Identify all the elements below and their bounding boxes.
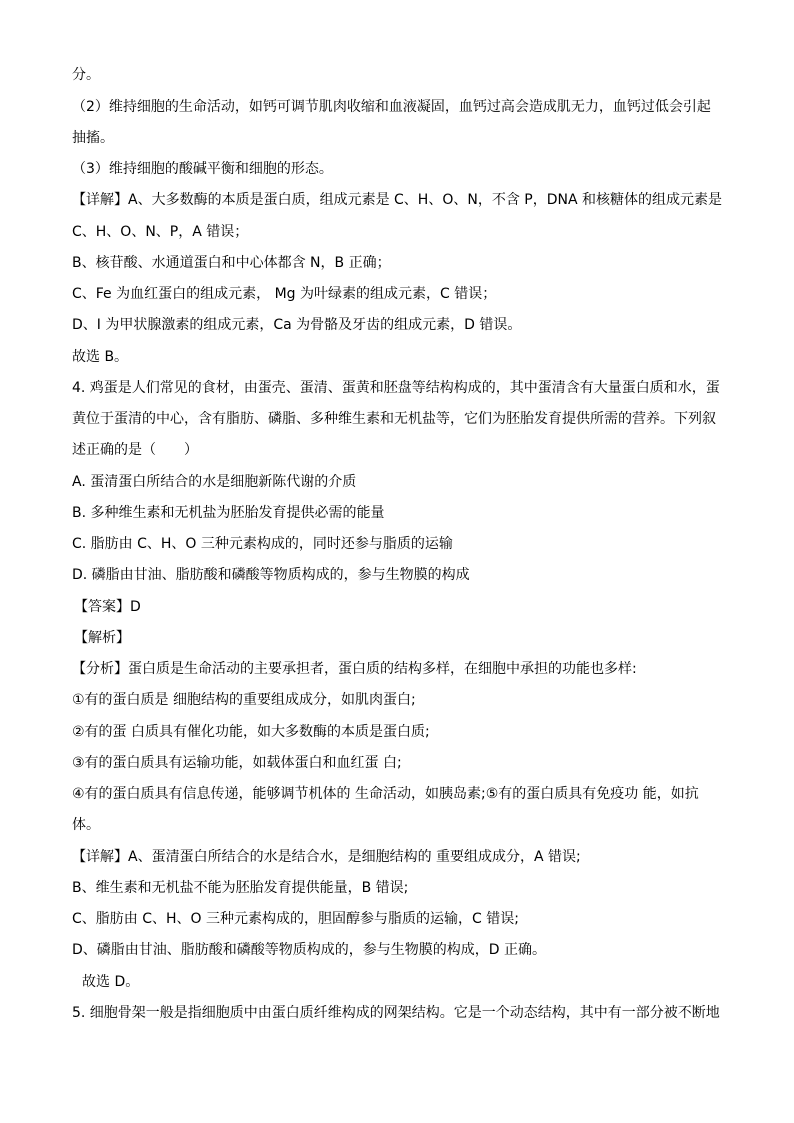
text-line: 【详解】A、蛋清蛋白所结合的水是结合水，是细胞结构的 重要组成成分，A 错误; [72,849,581,865]
text-line: （2）维持细胞的生命活动，如钙可调节肌肉收缩和血液凝固，血钙过高会造成肌无力，血钙过低会引起 [72,99,711,115]
text-line: ①有的蛋白质是 细胞结构的重要组成成分，如肌肉蛋白; [72,692,416,708]
option-c: C. 脂肪由 C、H、O 三种元素构成的，同时还参与脂质的运输 [72,536,453,552]
text-line: C、H、O、N、P，A 错误； [72,224,249,240]
text-line: B、核苷酸、水通道蛋白和中心体都含 N，B 正确； [72,255,391,271]
text-line: ③有的蛋白质具有运输功能，如载体蛋白和血红蛋 白; [72,755,402,771]
text-line: 体。 [72,817,100,833]
text-line: （3）维持细胞的酸碱平衡和细胞的形态。 [72,161,333,177]
question-stem: 5. 细胞骨架一般是指细胞质中由蛋白质纤维构成的网架结构。它是一个动态结构，其中有一部分被不断地 [72,1005,720,1021]
option-b: B. 多种维生素和无机盐为胚胎发育提供必需的能量 [72,505,385,521]
text-line: C、Fe 为血红蛋白的组成元素， Mg 为叶绿素的组成元素，C 错误； [72,286,497,302]
text-line: ②有的蛋 白质具有催化功能，如大多数酶的本质是蛋白质; [72,724,430,740]
text-line: 【分析】蛋白质是生命活动的主要承担者，蛋白质的结构多样，在细胞中承担的功能也多样: [72,661,637,677]
option-d: D. 磷脂由甘油、脂肪酸和磷酸等物质构成的，参与生物膜的构成 [72,567,470,583]
question-stem: 黄位于蛋清的中心，含有脂肪、磷脂、多种维生素和无机盐等，它们为胚胎发育提供所需的营养。下列叙 [72,411,716,427]
text-line: D、磷脂由甘油、脂肪酸和磷酸等物质构成的，参与生物膜的构成，D 正确。 [72,942,547,958]
text-line: 故选 D。 [82,974,140,990]
option-a: A. 蛋清蛋白所结合的水是细胞新陈代谢的介质 [72,474,357,490]
text-line: B、维生素和无机盐不能为胚胎发育提供能量，B 错误; [72,880,409,896]
text-line: D、I 为甲状腺激素的组成元素，Ca 为骨骼及牙齿的组成元素，D 错误。 [72,317,522,333]
text-line: ④有的蛋白质具有信息传递，能够调节机体的 生命活动，如胰岛素;⑤有的蛋白质具有免疫功 能，如抗 [72,786,699,802]
question-stem: 述正确的是（ ） [72,442,198,458]
text-line: 抽搐。 [72,130,114,146]
text-line: C、脂肪由 C、H、O 三种元素构成的，胆固醇参与脂质的运输，C 错误; [72,911,519,927]
text-line: 【详解】A、大多数酶的本质是蛋白质，组成元素是 C、H、O、N，不含 P，DNA 和核糖体的组成元素是 [72,192,722,208]
text-line: 故选 B。 [72,349,129,365]
question-stem: 4. 鸡蛋是人们常见的食材，由蛋壳、蛋清、蛋黄和胚盘等结构构成的，其中蛋清含有大量蛋白质和水，蛋 [72,380,720,396]
answer-label: 【答案】D [74,599,141,615]
text-line: 分。 [72,67,100,83]
analysis-label: 【解析】 [74,630,130,646]
